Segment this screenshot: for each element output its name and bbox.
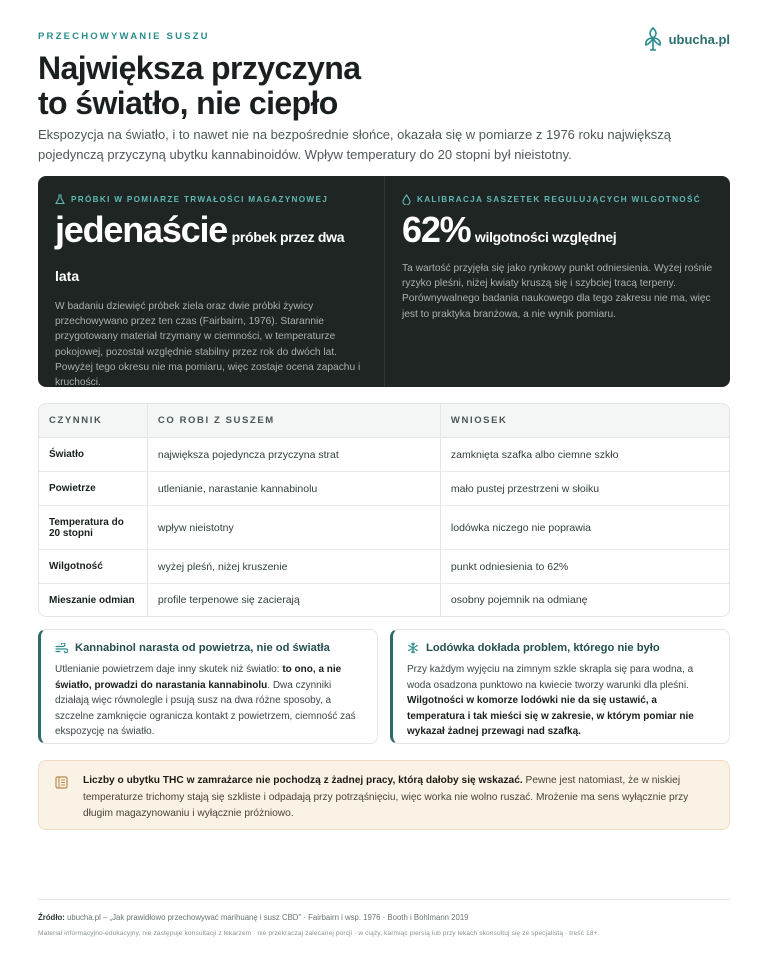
warning-note <box>38 760 730 830</box>
stat-value <box>402 209 713 253</box>
wind-icon <box>55 643 68 654</box>
note-bold: Liczby o ubytku THC w zamrażarce nie pochodzą z żadnej pracy, którą dałoby się wskazać. <box>83 775 523 786</box>
stat-unit-line2: lata <box>55 268 80 284</box>
stat-number: 62% <box>402 209 471 250</box>
effect-cell: największa pojedyncza przyczyna strat <box>147 438 440 472</box>
conclusion-cell: punkt odniesienia to 62% <box>440 550 729 584</box>
factor-cell: Temperatura do 20 stopni <box>39 506 147 550</box>
conclusion-cell: zamknięta szafka albo ciemne szkło <box>440 438 729 472</box>
eyebrow: PRZECHOWYWANIE SUSZU <box>38 31 210 42</box>
stats-panel <box>38 176 730 387</box>
column-header: WNIOSEK <box>440 404 729 438</box>
factor-cell: Światło <box>39 438 147 472</box>
conclusion-cell: mało pustej przestrzeni w słoiku <box>440 472 729 506</box>
stat-value <box>55 209 367 291</box>
stat-number: jedenaście <box>55 209 228 250</box>
lede: Ekspozycja na światło, i to nawet nie na bezpośrednie słońce, okazała się w pomiarze z 1976 roku największą pojedynczą przyczyną ubytku kannabinoidów. Wpływ temperatury do 20 stopni był nieistotny. <box>38 127 672 162</box>
table-row <box>39 506 729 550</box>
callout-air <box>38 629 378 744</box>
stat-humidity <box>385 176 730 387</box>
factor-cell: Powietrze <box>39 472 147 506</box>
logo-icon <box>642 26 664 52</box>
callout-title: Kannabinol narasta od powietrza, nie od światła <box>55 642 363 654</box>
source-line: Źródło: ubucha.pl – „Jak prawidłowo przechowywać marihuanę i susz CBD" · Fairbairn i wsp. 1976 · Booth i Bohlmann 2019 <box>38 913 469 922</box>
effect-cell: wpływ nieistotny <box>147 506 440 550</box>
table-row <box>39 472 729 506</box>
effect-cell: wyżej pleśń, niżej kruszenie <box>147 550 440 584</box>
factor-cell: Mieszanie odmian <box>49 594 135 606</box>
table-row <box>39 550 729 584</box>
page-title <box>38 51 360 121</box>
logo-text: ubucha.pl <box>668 31 730 47</box>
droplet-icon <box>402 194 411 205</box>
conclusion-cell: lodówka niczego nie poprawia <box>440 506 729 550</box>
stat-unit: wilgotności względnej <box>474 229 617 245</box>
table-row <box>39 438 729 472</box>
factors-table <box>38 403 730 617</box>
stat-unit: próbek przez dwa <box>231 229 345 245</box>
table-row <box>39 584 729 616</box>
conclusion-cell: osobny pojemnik na odmianę <box>440 584 729 616</box>
callout-body: Utlenianie powietrzem daje inny skutek niż światło: to ono, a nie światło, prowadzi do narastania kannabinolu. Dwa czynniki działają więc równolegle i psują susz na dwa różne sposoby, a szczelne zamknięcie ogranicza kontakt z powietrzem, ciemność zaś ekspozycję na światło. <box>55 664 356 737</box>
footer-divider <box>38 899 730 900</box>
logo[interactable] <box>642 26 730 52</box>
stat-description: W badaniu dziewięć próbek ziela oraz dwie próbki żywicy przechowywano przez ten czas (Fairbairn, 1976). Starannie przygotowany materiał trzymany w ciemności, w temperaturze pokojowej, pozostał względnie stabilny przez rok do dwóch lat. Powyżej tego okresu nie ma pomiaru, więc zostaje ocena zapachu i kruchości. <box>55 301 361 389</box>
factor-cell: Wilgotność <box>39 550 147 584</box>
note-icon <box>55 776 68 789</box>
table-header-row <box>39 404 729 438</box>
stat-description: Ta wartość przyjęła się jako rynkowy punkt odniesienia. Wyżej rośnie ryzyko pleśni, niżej kwiaty kruszą się i szybciej tracą terpeny. Porównywalnego badania naukowego dla tego zakresu nie ma, więc jest to praktyka branżowa, a nie wynik pomiaru. <box>402 263 713 320</box>
stat-label: PRÓBKI W POMIARZE TRWAŁOŚCI MAGAZYNOWEJ <box>55 194 367 205</box>
effect-cell: profile terpenowe się zacierają <box>147 584 440 616</box>
callout-title: Lodówka dokłada problem, którego nie było <box>407 642 715 654</box>
column-header: CO ROBI Z SUSZEM <box>147 404 440 438</box>
column-header: CZYNNIK <box>39 404 147 438</box>
snowflake-icon <box>407 642 419 654</box>
flask-icon <box>55 194 65 205</box>
title-line-1: Największa przyczyna <box>38 50 361 86</box>
callout-body: Przy każdym wyjęciu na zimnym szkle skrapla się para wodna, a woda osadzona punktowo na kwiecie tworzy warunki dla pleśni. Wilgotności w komorze lodówki nie da się ustawić, a temperatura i tak mieści się w zakresie, w którym pomiar nie wykazał żadnej przewagi nad szafką. <box>407 664 694 737</box>
effect-cell: utlenianie, narastanie kannabinolu <box>147 472 440 506</box>
stat-samples <box>38 176 385 387</box>
title-line-2: to światło, nie ciepło <box>38 85 338 121</box>
disclaimer: Materiał informacyjno-edukacyjny, nie zastępuje konsultacji z lekarzem · nie przekraczaj zalecanej porcji · w ciąży, karmiąc piersią lub przy lekach skonsultuj się ze specjalistą · treść 18+. <box>38 930 600 937</box>
note-text: Pewne jest natomiast, że w niskiej temperaturze trichomy stają się szkliste i odpadają przy potrząśnięciu, więc worka nie wolno ruszać. Mrożenie ma sens wyłącznie przy długim magazynowaniu i wyłącznie próżniowo. <box>83 775 689 819</box>
callout-fridge <box>390 629 730 744</box>
stat-label: KALIBRACJA SASZETEK REGULUJĄCYCH WILGOTNOŚĆ <box>402 194 713 205</box>
